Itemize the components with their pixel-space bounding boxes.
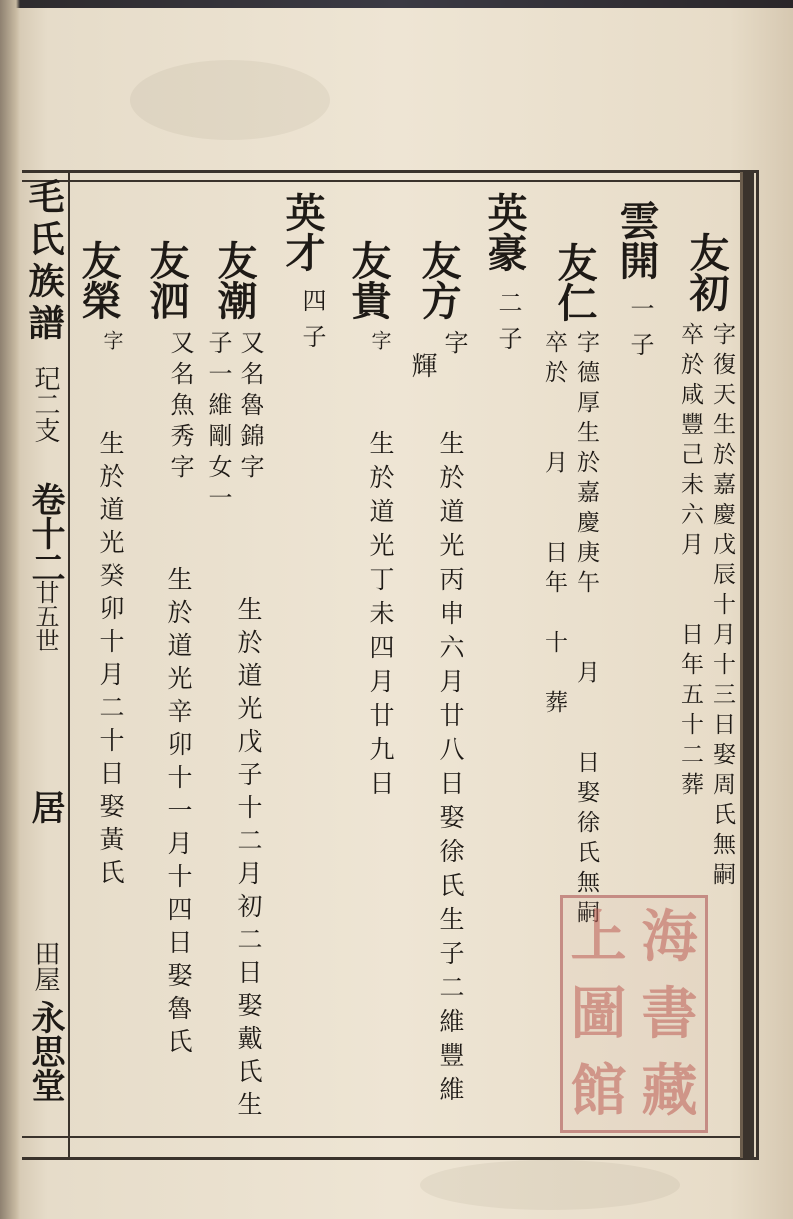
entry-name-yougui: 友貴 (345, 240, 392, 320)
book-title: 毛氏族譜 (23, 178, 65, 346)
entry-name-yinghao: 英豪 (481, 192, 528, 272)
entry-name-yousi: 友泗 (143, 240, 190, 320)
seal-char: 書 (641, 980, 698, 1047)
entry-note-youchao-birth: 生於道光戊子十二月初二日娶戴氏生 (234, 596, 263, 1124)
hall-label: 永思堂 (25, 1000, 65, 1102)
entry-name-yunkai: 雲開 (613, 200, 660, 280)
seal-char: 藏 (641, 1058, 698, 1125)
entry-name-yourong: 友榮 (75, 240, 122, 320)
page-frame-inner-bottom (22, 1136, 740, 1138)
paper-stain (420, 1160, 680, 1210)
seal-char: 海 (641, 903, 698, 970)
entry-note-youfang-birth: 生於道光丙申六月廿八日娶徐氏生子二維豐維 (436, 430, 465, 1110)
entry-note-youchao-alias: 又名魯錦字 (236, 330, 264, 485)
book-cover-edge (0, 0, 793, 8)
seal-char: 館 (570, 1058, 627, 1125)
entry-note-yousi-birth: 生於道光辛卯十一月十四日娶魯氏 (164, 566, 193, 1061)
entry-note-yingcai: 四子 (298, 288, 326, 360)
seal-char: 上 (570, 903, 627, 970)
section-label: 居 (25, 790, 65, 824)
entry-note-yousi-alias: 又名魚秀字 (166, 330, 194, 485)
entry-note-youfang-hui: 輝 (407, 352, 437, 390)
entry-note-youchu-death: 卒於咸豐己未六月 日年五十二葬 (677, 322, 703, 802)
page-frame-inner-top (22, 180, 740, 182)
paper-stain (130, 60, 330, 140)
entry-name-yingcai: 英才 (279, 192, 326, 272)
entry-note-yougui-birth: 生於道光丁未四月廿九日 (366, 430, 395, 804)
page-frame-right-border (740, 172, 754, 1158)
entry-note-youchu: 字復天生於嘉慶戊辰十月十三日娶周氏無嗣 (709, 322, 735, 892)
place-label: 田屋 (30, 940, 60, 992)
entry-note-youchao-children: 子一維剛女一 (204, 330, 232, 516)
margin-band-divider (68, 170, 70, 1160)
seal-char: 圖 (570, 980, 627, 1047)
entry-name-youren: 友仁 (551, 242, 598, 322)
branch-label: 玘二支 (30, 365, 60, 443)
entry-name-youfang: 友方 (415, 240, 462, 320)
entry-note-youren: 字德厚生於嘉慶庚午 月 日娶徐氏無嗣 (573, 330, 599, 930)
generation-label: 廿五世 (31, 580, 59, 652)
volume-label: 卷十二 (25, 482, 65, 584)
entry-note-youren-death: 卒於 月 日年 十 葬 (541, 330, 567, 720)
entry-name-youchu: 友初 (683, 232, 730, 312)
entry-name-youchao: 友潮 (211, 240, 258, 320)
entry-note-yourong-birth: 生於道光癸卯十月二十日娶黃氏 (96, 430, 125, 892)
entry-note-yougui-zi: 字 (368, 330, 392, 362)
entry-note-yinghao: 二子 (494, 290, 522, 362)
entry-note-yunkai: 一子 (626, 296, 654, 368)
entry-note-yourong-zi: 字 (100, 330, 124, 362)
page-gutter-shadow (0, 0, 20, 1219)
entry-note-youfang-zi: 字 (440, 330, 468, 366)
library-seal-stamp (560, 895, 708, 1133)
